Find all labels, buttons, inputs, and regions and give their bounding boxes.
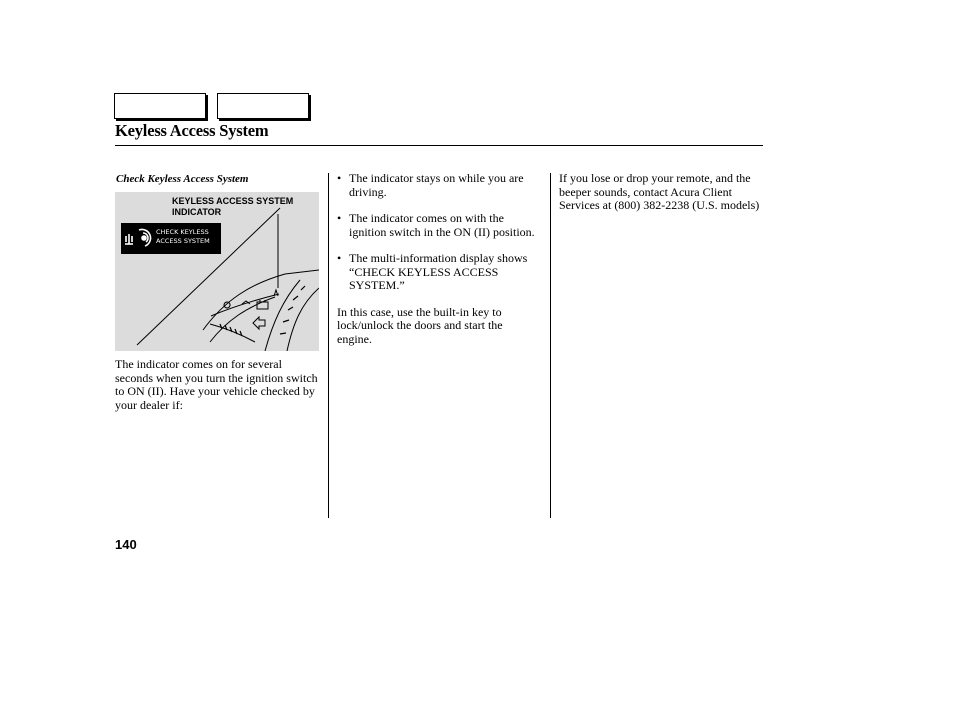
gauge-arcs	[203, 270, 319, 351]
column2-paragraph: In this case, use the built-in key to lock/unlock the doors and start the engine.	[337, 304, 503, 346]
bullet-dot: •	[337, 171, 342, 185]
bullet-item: • The multi-information display shows “CHECK KEYLESS ACCESS SYSTEM.”	[337, 251, 528, 292]
bullet-item: • The indicator comes on with the ignition switch in the ON (II) position.	[337, 211, 535, 239]
display-text-line2: ACCESS SYSTEM	[156, 237, 210, 245]
figure-caption: Check Keyless Access System	[116, 173, 249, 185]
gauge-ticks	[220, 286, 305, 336]
page-title: Keyless Access System	[115, 121, 269, 140]
nav-tab-box-2	[217, 93, 309, 119]
nav-tab-box-1	[114, 93, 206, 119]
dashboard-illustration	[115, 192, 319, 351]
column3-paragraph: If you lose or drop your remote, and the beeper sounds, contact Acura Client Services at (800) 382-2238 (U.S. models)	[559, 171, 760, 212]
column-divider-1	[328, 173, 329, 518]
bullet-dot: •	[337, 251, 342, 265]
column-divider-2	[550, 173, 551, 518]
title-rule	[115, 145, 763, 146]
display-text-line1: CHECK KEYLESS	[156, 228, 209, 236]
bullet-dot: •	[337, 211, 342, 225]
figure-callout-label: KEYLESS ACCESS SYSTEM INDICATOR	[172, 196, 294, 217]
bullet-item: • The indicator stays on while you are driving.	[337, 171, 524, 199]
indicator-figure	[115, 192, 319, 351]
page-number: 140	[115, 537, 137, 552]
column1-paragraph: The indicator comes on for several seconds when you turn the ignition switch to ON (II). Have your vehicle checked by your dealer if:	[115, 357, 318, 412]
column2	[337, 172, 537, 346]
